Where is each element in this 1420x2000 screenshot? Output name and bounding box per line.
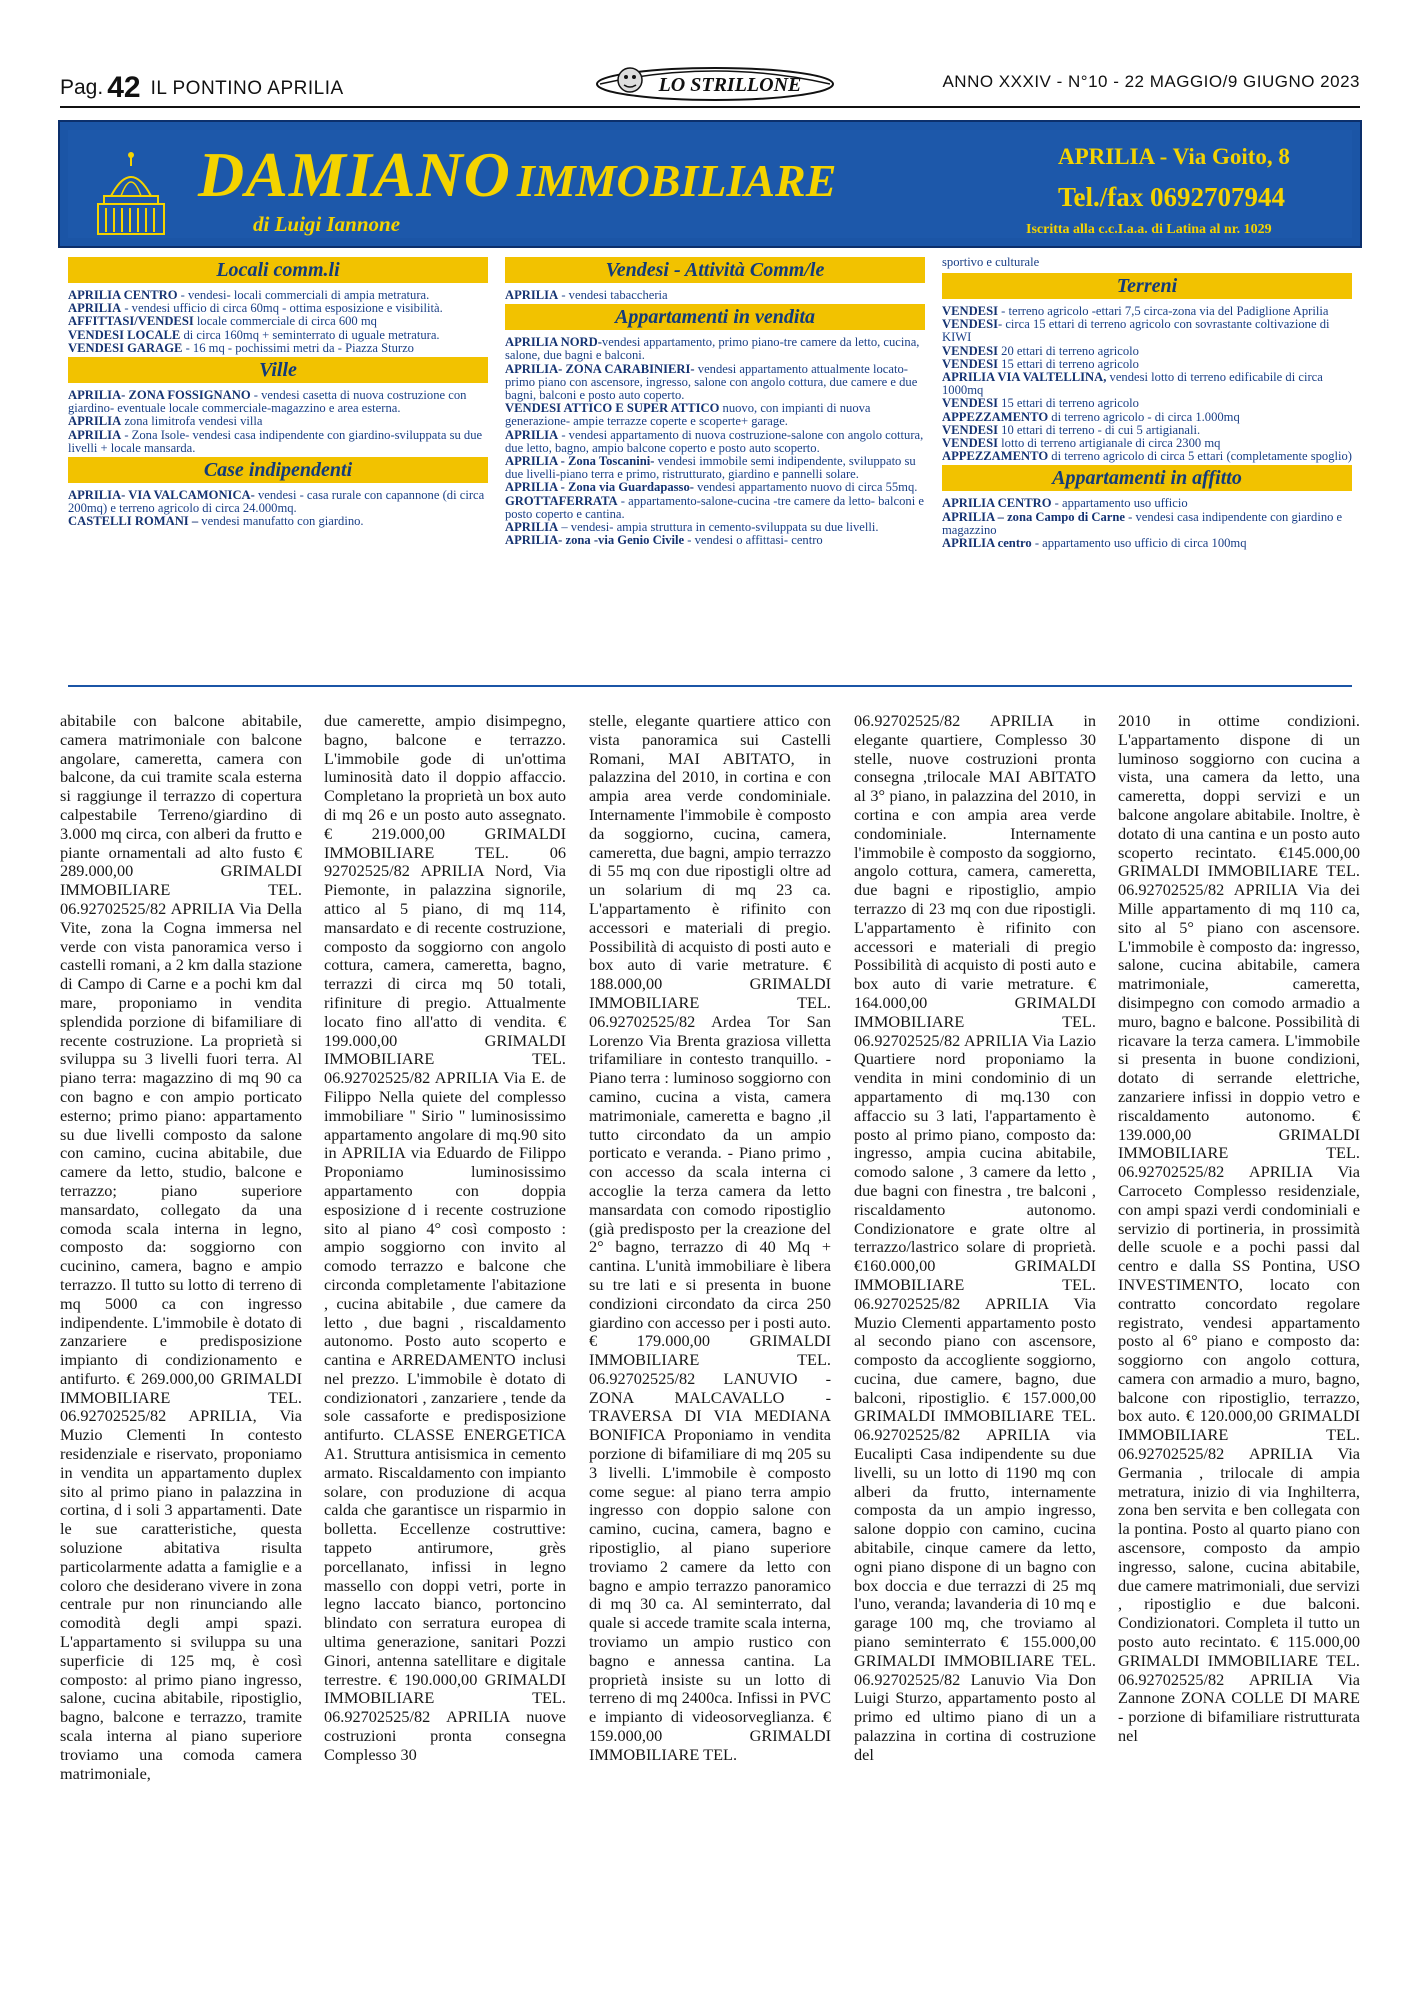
logo-text: LO STRILLONE	[658, 74, 802, 96]
section-header-locali: Locali comm.li	[68, 257, 488, 283]
list-item: APRILIA CENTRO - appartamento uso ufficio	[942, 496, 1188, 511]
list-item: APRILIA – zona Campo di Carne - vendesi casa indipendente con giardino e magazzino	[942, 509, 1343, 537]
section-header-appartamenti: Appartamenti in vendita	[505, 304, 925, 330]
header-rule	[60, 106, 1360, 108]
list-item: APRILIA - Zona via Guardapasso- vendesi appartamento nuovo di circa 55mq.	[505, 480, 918, 495]
page-header	[60, 60, 1360, 104]
column-text: stelle, elegante quartiere attico con vista panoramica sui Castelli Romani, MAI ABITATO, in palazzina del 2010, in cortina e con ampia area verde condominiale. Internamente l'immobile è composto da soggiorno, cucina, camera, cameretta, due bagni, ampio terrazzo di 55 mq con due ripostigli oltre ad un solarium di mq 23 ca. L'appartamento è rifinito con accessori e materiali di pregio. Possibilità di acquisto di posti auto e box auto di varie metrature. € 188.000,00 GRIMALDI IMMOBILIARE TEL. 06.92702525/82 Ardea Tor San Lorenzo Via Brenta graziosa villetta trifamiliare in contesto tranquillo. - Piano terra : luminoso soggiorno con camino, cucina a vista, camera matrimoniale, cameretta e bagno ,il tutto circondato da un ampio porticato e veranda. - Piano primo , con accesso da scala interna ci accoglie la terza camera da letto mansardata con comodo ripostiglio (già predisposto per la creazione del 2° bagno, terrazzo di 40 Mq + cantina. L'unità immobiliare è libera su tre lati e si presenta in buone condizioni circondato da circa 250 giardino con accesso per i posti auto. € 179.000,00 GRIMALDI IMMOBILIARE TEL. 06.92702525/82 LANUVIO - ZONA MALCAVALLO - TRAVERSA DI VIA MEDIANA BONIFICA Proponiamo in vendita porzione di bifamiliare di mq 205 su 3 livelli. L'immobile è composto come segue: al piano terra ampio ingresso con doppio salone con camino, cucina, camera, bagno e ripostiglio, al piano superiore troviamo 2 camere da letto con bagno e ampio terrazzo panoramico di mq 30 ca. Al seminterrato, dal quale si accede tramite scala interna, troviamo un ampio rustico con bagno e annessa cantina. La proprietà insiste su un lotto di terreno di mq 2400ca. Infissi in PVC e impianto di videosorveglianza. € 159.000,00 GRIMALDI IMMOBILIARE TEL.	[589, 712, 831, 1764]
agency-address: APRILIA - Via Goito, 8	[1058, 144, 1290, 169]
page-label: Pag.	[60, 76, 104, 99]
section-header-attivita: Vendesi - Attività Comm/le	[505, 257, 925, 283]
list-item: VENDESI 15 ettari di terreno agricolo	[942, 396, 1139, 411]
list-item: VENDESI 20 ettari di terreno agricolo	[942, 343, 1139, 358]
list-item: APRILIA - vendesi tabaccheria	[505, 288, 668, 302]
issue-info: ANNO XXXIV - N°10 - 22 MAGGIO/9 GIUGNO 2023	[942, 72, 1360, 91]
list-item: VENDESI GARAGE - 16 mq - pochissimi metri da - Piazza Sturzo	[68, 340, 414, 355]
locali-list	[68, 289, 488, 355]
listings-column-1	[68, 255, 488, 529]
brand-owner: di Luigi Iannone	[253, 212, 401, 236]
list-item: APRILIA- ZONA CARABINIERI- vendesi appartamento attualmente locato-primo piano con ascensore, ingresso, salone con angolo cottura, due camere e due bagni, balconi e posto auto coperto.	[505, 361, 918, 403]
section-header-case: Case indipendenti	[68, 457, 488, 483]
list-item: APRILIA- VIA VALCAMONICA- vendesi - casa rurale con capannone (di circa 200mq) e terreno agricolo di circa 24.000mq.	[68, 488, 485, 516]
banner-inner	[68, 130, 1352, 238]
list-item: APRILIA - Zona Toscanini- vendesi immobile semi indipendente, sviluppato su due livelli-piano terra e primo, ristrutturato, giardino e pannelli solare.	[505, 454, 916, 482]
column-text: 06.92702525/82 APRILIA in elegante quartiere, Complesso 30 stelle, nuove costruzioni pronta consegna ,trilocale MAI ABITATO al 3° piano, in palazzina del 2010, in cortina e con ampia area verde condominiale. Internamente l'immobile è composto da soggiorno, angolo cottura, camera, cameretta, due bagni e ripostiglio, ampio terrazzo di 23 mq con due ripostigli. L'appartamento è rifinito con accessori e materiali di pregio Possibilità di acquisto di posti auto e box auto di varie metrature. € 164.000,00 GRIMALDI IMMOBILIARE TEL. 06.92702525/82 APRILIA Via Lazio Quartiere nord proponiamo la vendita in mini condominio di un appartamento di mq.130 con affaccio su 3 lati, l'appartamento è posto al primo piano, composto da: ingresso, ampia cucina abitabile, comodo salone , 3 camere da letto , due bagni con finestra , tre balconi , riscaldamento autonomo. Condizionatore e grate oltre al terrazzo/lastrico solare di proprietà. €160.000,00 GRIMALDI IMMOBILIARE TEL. 06.92702525/82 APRILIA Via Muzio Clementi appartamento posto al secondo piano con ascensore, composto da accogliente soggiorno, cucina, due camere, bagno, due balconi, ripostiglio. € 157.000,00 GRIMALDI IMMOBILIARE TEL. 06.92702525/82 APRILIA via Eucalipti Casa indipendente su due livelli, su un lotto di 1190 mq con alberi da frutto, internamente composta da un ampio ingresso, salone doppio con camino, cucina abitabile, cinque camere da letto, ogni piano dispone di un bagno con box doccia e due terrazzi di 25 mq l'uno, veranda; lavanderia di 10 mq e garage 100 mq, che troviamo al piano seminterrato € 155.000,00 GRIMALDI IMMOBILIARE TEL. 06.92702525/82 Lanuvio Via Don Luigi Sturzo, appartamento posto al primo ed ultimo piano di un a palazzina in cortina di costruzione del	[854, 712, 1096, 1764]
list-item: APPEZZAMENTO di terreno agricolo - di circa 1.000mq	[942, 409, 1240, 424]
list-item: VENDESI - terreno agricolo -ettari 7,5 circa-zona via del Padiglione Aprilia	[942, 304, 1329, 318]
dome-icon	[86, 150, 176, 240]
column-text: 2010 in ottime condizioni. L'appartamento dispone di un luminoso soggiorno con cucina a vista, una camera da letto, una cameretta, doppi servizi e un balcone angolare abitabile. Inoltre, è dotato di una cantina e un posto auto scoperto recintato. €145.000,00 GRIMALDI IMMOBILIARE TEL. 06.92702525/82 APRILIA Via dei Mille appartamento di mq 110 ca, sito al 5° piano con ascensore. L'immobile è composto da: ingresso, salone, cucina abitabile, camera matrimoniale, cameretta, disimpegno con comodo armadio a muro, bagno e balcone. Possibilità di ricavare la terza camera. L'immobile si presenta in buone condizioni, dotato di serrande elettriche, zanzariere infissi in doppio vetro e riscaldamento autonomo. € 139.000,00 GRIMALDI IMMOBILIARE TEL. 06.92702525/82 APRILIA Via Carroceto Complesso residenziale, con ampi spazi verdi condominiali e servizio di portineria, in prossimità delle scuole e a pochi passi dal centro e dalla SS Pontina, USO INVESTIMENTO, locato con contratto concordato regolare registrato, vendesi appartamento posto al 6° piano e composto da: soggiorno con angolo cottura, camera con armadio a muro, bagno, balcone con ripostiglio, terrazzo, box auto. € 120.000,00 GRIMALDI IMMOBILIARE TEL. 06.92702525/82 APRILIA Via Germania , trilocale di ampia metratura, inizio di via Inghilterra, zona ben servita e ben collegata con la pontina. Posto al quarto piano con ascensore, composto da ampio ingresso, salone, cucina abitabile, due camere matrimoniali, due servizi , ripostiglio e due balconi. Condizionatori. Completa il tutto un posto auto recintato. € 115.000,00 GRIMALDI IMMOBILIARE TEL. 06.92702525/82 APRILIA Via Zannone ZONA COLLE DI MARE - porzione di bifamiliare ristrutturata nel	[1118, 712, 1360, 1746]
list-item: VENDESI ATTICO E SUPER ATTICO nuovo, con impianti di nuova generazione- ampie terrazze coperte e scoperte+ garage.	[505, 401, 871, 429]
list-item: VENDESI LOCALE di circa 160mq + seminterrato di uguale metratura.	[68, 327, 440, 342]
page-info	[60, 68, 344, 102]
lo-strillone-logo	[590, 60, 840, 104]
page-number: 42	[107, 71, 141, 104]
list-item: AFFITTASI/VENDESI locale commerciale di circa 600 mq	[68, 314, 377, 329]
article-column-2	[324, 712, 566, 1978]
list-item: APRILIA centro - appartamento uso ufficio di circa 100mq	[942, 536, 1247, 551]
terreni-list	[942, 305, 1352, 463]
article-column-4	[854, 712, 1096, 1978]
article-column-1	[60, 712, 302, 1978]
listings-panel	[68, 255, 1352, 687]
list-item: APRILIA - vendesi ufficio di circa 60mq - ottima esposizione e visibilità.	[68, 301, 443, 316]
list-item: APRILIA - vendesi appartamento di nuova costruzione-salone con angolo cottura, due letto, bagno, ampio balcone coperto e posto auto scoperto.	[505, 427, 924, 455]
column-text: due camerette, ampio disimpegno, bagno, balcone e terrazzo. L'immobile gode di un'ottima luminosità dato il doppio affaccio. Completano la proprietà un box auto di mq 26 e un posto auto assegnato. € 219.000,00 GRIMALDI IMMOBILIARE TEL. 06 92702525/82 APRILIA Nord, Via Piemonte, in palazzina signorile, attico al 5 piano, di mq 114, mansardato e di recente costruzione, composto da soggiorno con angolo cottura, camera, cameretta, bagno, terrazzi di circa mq 50 totali, rifiniture di pregio. Attualmente locato fino all'atto di vendita. € 199.000,00 GRIMALDI IMMOBILIARE TEL. 06.92702525/82 APRILIA Via E. de Filippo Nella quiete del complesso immobiliare " Sirio " luminosissimo appartamento angolare di mq.90 sito in APRILIA via Eduardo de Filippo Proponiamo luminosissimo appartamento con doppia esposizione d i recente costruzione sito al piano 4° così composto : ampio soggiorno con invito al comodo terrazzo e balcone che circonda completamente l'abitazione , cucina abitabile , due camere da letto , due bagni , riscaldamento autonomo. Posto auto scoperto e cantina e ARREDAMENTO inclusi nel prezzo. L'immobile è dotato di condizionatori , zanzariere , tende da sole cassaforte e predisposizione antifurto. CLASSE ENERGETICA A1. Struttura antisismica in cemento armato. Riscaldamento con impianto solare, con produzione di acqua calda che garantisce un risparmio in bolletta. Eccellenze costruttive: tappeto antirumore, grès porcellanato, infissi in legno massello con doppi vetri, porte in legno laccato bianco, portoncino blindato con serratura europea di ultima generazione, sanitari Pozzi Ginori, antenna satellitare e digitale terrestre. € 190.000,00 GRIMALDI IMMOBILIARE TEL. 06.92702525/82 APRILIA nuove costruzioni pronta consegna Complesso 30	[324, 712, 566, 1764]
listings-column-2	[505, 255, 925, 547]
brand-main: DAMIANO	[198, 139, 511, 210]
agency-registration: Iscritta alla c.c.I.a.a. di Latina al nr. 1029	[1026, 222, 1272, 237]
section-header-terreni: Terreni	[942, 273, 1352, 299]
list-item: VENDESI lotto di terreno artigianale di circa 2300 mq	[942, 436, 1221, 451]
agency-phone: Tel./fax 0692707944	[1058, 182, 1286, 212]
list-item: APRILIA- zona -via Genio Civile - vendesi o affittasi- centro	[505, 533, 823, 548]
newspaper-name: IL PONTINO APRILIA	[150, 78, 344, 99]
list-item: CASTELLI ROMANI – vendesi manufatto con giardino.	[68, 514, 364, 529]
case-list	[68, 489, 488, 529]
list-item: VENDESI 10 ettari di terreno - di cui 5 artigianali.	[942, 422, 1201, 437]
list-item: APRILIA CENTRO - vendesi- locali commerciali di ampia metratura.	[68, 288, 430, 302]
column-text: abitabile con balcone abitabile, camera matrimoniale con balcone angolare, cameretta, camera con balcone, da cui tramite scala esterna si raggiunge il terrazzo di copertura calpestabile Terreno/giardino di 3.000 mq circa, con alberi da frutto e piante ornamentali ad alto fusto € 289.000,00 GRIMALDI IMMOBILIARE TEL. 06.92702525/82 APRILIA Via Della Vite, zona la Cogna immersa nel verde con vista panoramica verso i castelli romani, a 2 km dalla stazione di Campo di Carne e a pochi km dal mare, proponiamo in vendita splendida porzione di bifamiliare di recente costruzione. La proprietà si sviluppa su 3 livelli fuori terra. Al piano terra: magazzino di mq 90 ca con bagno e con ampio porticato esterno; primo piano: appartamento su due livelli composto da salone con camino, cucina abitabile, due camere da letto, studio, balcone e terrazzo; piano superiore mansardato, collegato da una comoda scala interna in legno, composto da: soggiorno con cucinino, camera, bagno e ampio terrazzo. Il tutto su lotto di terreno di mq 5000 ca con ingresso indipendente. L'immobile è dotato di zanzariere e predisposizione impianto di condizionamento e antifurto. € 269.000,00 GRIMALDI IMMOBILIARE TEL. 06.92702525/82 APRILIA, Via Muzio Clementi In contesto residenziale e riservato, proponiamo in vendita un appartamento duplex sito al primo piano in palazzina in cortina, d i soli 3 appartamenti. Date le sue caratteristiche, questa soluzione abitativa risulta particolarmente adatta a famiglie e a coloro che desiderano vivere in zona centrale pur non rinunciando alle comodità degli ampi spazi. L'appartamento si sviluppa su una superficie di 125 mq, è così composto: al primo piano ingresso, salone, cucina abitabile, ripostiglio, bagno, balcone e terrazzo, tramite scala interna al piano superiore troviamo una comoda camera matrimoniale,	[60, 712, 302, 1783]
list-item: APRILIA- ZONA FOSSIGNANO - vendesi casetta di nuova costruzione con giardino- eventuale locale commerciale-magazzino e area esterna.	[68, 388, 467, 416]
list-item: APRILIA - Zona Isole- vendesi casa indipendente con giardino-sviluppata su due livelli + locale mansarda.	[68, 427, 483, 455]
list-item: APRILIA zona limitrofa vendesi villa	[68, 414, 263, 429]
list-item: APRILIA NORD-vendesi appartamento, primo piano-tre camere da letto, cucina, salone, due bagni e balconi.	[505, 335, 920, 363]
ville-list	[68, 389, 488, 455]
list-item: APPEZZAMENTO di terreno agricolo di circa 5 ettari (completamente spoglio)	[942, 449, 1353, 464]
damiano-advert-banner	[58, 120, 1362, 248]
brand-title	[198, 138, 836, 212]
list-item: VENDESI 15 ettari di terreno agricolo	[942, 356, 1139, 371]
list-item: APRILIA – vendesi- ampia struttura in cemento-sviluppata su due livelli.	[505, 520, 879, 535]
section-header-ville: Ville	[68, 357, 488, 383]
continued-text: sportivo e culturale	[942, 255, 1040, 269]
article-column-3	[589, 712, 831, 1978]
brand-sub: IMMOBILIARE	[516, 155, 837, 206]
article-column-5	[1118, 712, 1360, 1978]
appartamenti-list	[505, 336, 925, 547]
listings-column-3	[942, 255, 1352, 550]
affitto-list	[942, 497, 1352, 550]
classified-columns	[60, 712, 1360, 1978]
section-header-affitto: Appartamenti in affitto	[942, 465, 1352, 491]
attivita-list	[505, 289, 925, 302]
list-item: APRILIA VIA VALTELLINA, vendesi lotto di terreno edificabile di circa 1000mq	[942, 370, 1323, 398]
list-item: VENDESI- circa 15 ettari di terreno agricolo con sovrastante coltivazione di KIWI	[942, 317, 1330, 345]
list-item: GROTTAFERRATA - appartamento-salone-cucina -tre camere da letto- balconi e posto coperto e cantina.	[505, 493, 924, 521]
